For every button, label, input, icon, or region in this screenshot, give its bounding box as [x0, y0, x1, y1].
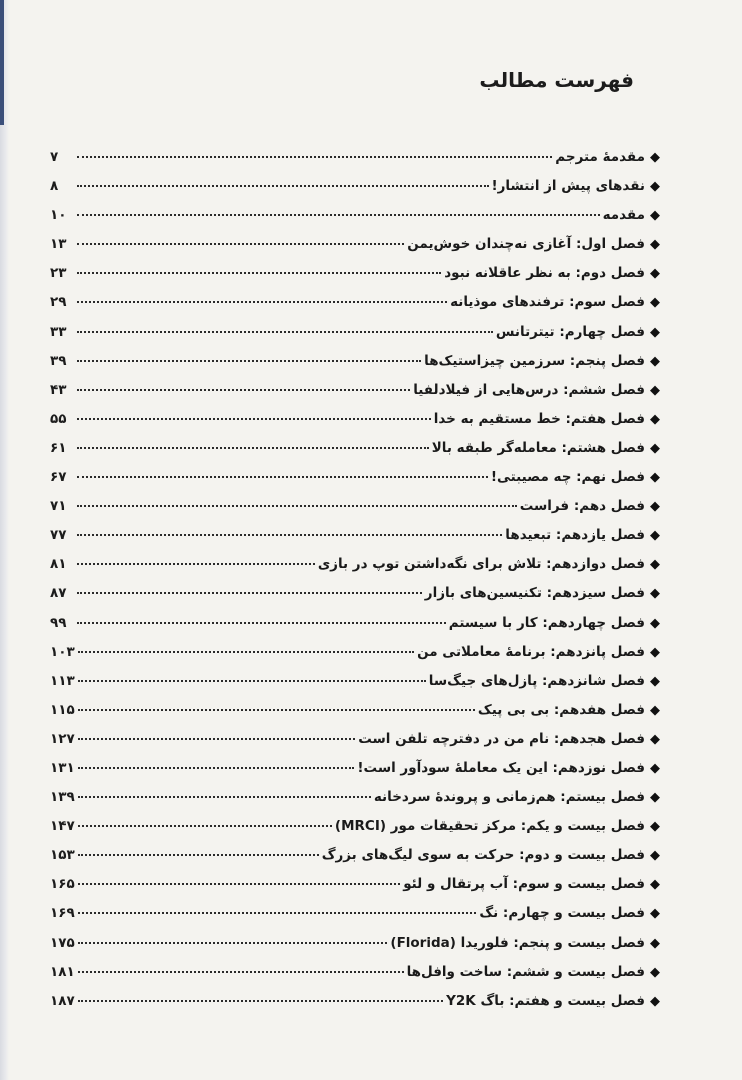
toc-entry [50, 902, 660, 931]
diamond-bullet-icon: ◆ [650, 819, 660, 835]
diamond-bullet-icon: ◆ [650, 790, 660, 806]
dot-leader [77, 418, 431, 420]
toc-entry [50, 815, 660, 844]
toc-entry-label: فصل بیست و سوم: آب پرتقال و لئو [403, 876, 645, 893]
toc-entry [50, 670, 660, 699]
dot-leader [78, 883, 400, 885]
toc-entry-label: فصل بیست و پنجم: فلوریدا (Florida) [390, 934, 645, 951]
diamond-bullet-icon: ◆ [650, 906, 660, 922]
diamond-bullet-icon: ◆ [650, 615, 660, 631]
toc-entry [50, 844, 660, 873]
toc-entry-page: ۱۲۷ [50, 730, 75, 747]
toc-entry-label: نقدهای پیش از انتشار! [491, 178, 645, 195]
dot-leader [78, 709, 475, 711]
toc-entry-page: ۳۹ [50, 352, 67, 369]
toc-entry [50, 990, 660, 1019]
toc-entry [50, 524, 660, 553]
toc-entry-label: فصل ششم: درس‌هایی از فیلادلفیا [413, 381, 645, 398]
diamond-bullet-icon: ◆ [650, 702, 660, 718]
diamond-bullet-icon: ◆ [650, 848, 660, 864]
dot-leader [77, 301, 447, 303]
toc-entry-page: ۱۳۱ [50, 759, 75, 776]
toc-entry-label: فصل بیست و یکم: مرکز تحقیقات مور (MRCI) [334, 818, 645, 835]
toc-entry [50, 350, 660, 379]
toc-entry [50, 466, 660, 495]
toc-entry-label: فصل هفتم: خط مستقیم به خدا [433, 410, 645, 427]
dot-leader [78, 854, 319, 856]
toc-entry [50, 553, 660, 582]
toc-entry-page: ۷ [50, 149, 59, 165]
dot-leader [78, 796, 371, 798]
toc-entry-page: ۲۳ [50, 265, 67, 282]
toc-entry-label: فصل هفدهم: بی بی پیک [477, 701, 645, 718]
toc-entry-label: فصل چهارم: تیترتانس [495, 323, 645, 340]
toc-entry-label: فصل سیزدهم: تکنیسین‌های بازار [424, 585, 645, 602]
dot-leader [77, 592, 422, 594]
toc-entry [50, 408, 660, 437]
toc-entry-page: ۹۹ [50, 614, 67, 631]
toc-entry [50, 146, 660, 175]
toc-entry-page: ۱۵۳ [50, 847, 75, 864]
dot-leader [77, 622, 446, 624]
toc-entry-label: فصل دوم: به نظر عاقلانه نبود [444, 265, 645, 282]
toc-entry-label: فصل هجدهم: نام من در دفترچه تلفن است [358, 730, 645, 747]
dot-leader [78, 912, 477, 914]
diamond-bullet-icon: ◆ [650, 382, 660, 398]
diamond-bullet-icon: ◆ [650, 470, 660, 486]
toc-entry-label: فصل اول: آغازی نه‌چندان خوش‌یمن [407, 236, 645, 253]
toc-entry [50, 961, 660, 990]
toc-title: فهرست مطالب [479, 68, 634, 92]
toc-entry-page: ۱۱۳ [50, 672, 75, 689]
toc-entry-label: فصل هشتم: معامله‌گر طبقه بالا [431, 439, 645, 456]
diamond-bullet-icon: ◆ [650, 586, 660, 602]
dot-leader [77, 331, 493, 333]
toc-entry-label: فصل یازدهم: تبعیدها [505, 527, 645, 544]
diamond-bullet-icon: ◆ [650, 528, 660, 544]
toc-entry [50, 699, 660, 728]
dot-leader [78, 1000, 443, 1002]
toc-entry [50, 291, 660, 320]
toc-entry-label: فصل پنجم: سرزمین چیزاستیک‌ها [424, 352, 645, 369]
dot-leader [77, 505, 517, 507]
toc-entry-page: ۳۳ [50, 323, 67, 340]
dot-leader [77, 389, 410, 391]
diamond-bullet-icon: ◆ [650, 179, 660, 195]
dot-leader [78, 767, 355, 769]
toc-entry-label: فصل چهاردهم: کار با سیستم [448, 614, 645, 631]
diamond-bullet-icon: ◆ [650, 557, 660, 573]
diamond-bullet-icon: ◆ [650, 877, 660, 893]
toc-entry-page: ۱۰۳ [50, 643, 75, 660]
toc-entry-page: ۱۸۱ [50, 963, 75, 980]
toc-entry-label: مقدمهٔ مترجم [555, 149, 645, 165]
diamond-bullet-icon: ◆ [650, 150, 660, 165]
toc-entry-label: مقدمه [602, 207, 645, 224]
diamond-bullet-icon: ◆ [650, 644, 660, 660]
diamond-bullet-icon: ◆ [650, 324, 660, 340]
toc-entry-page: ۷۱ [50, 498, 67, 515]
page-left-edge-shadow [0, 0, 9, 1080]
dot-leader [78, 651, 414, 653]
binding-edge-strip [0, 0, 4, 125]
dot-leader [77, 447, 429, 449]
toc-entry-page: ۸۷ [50, 585, 67, 602]
toc-entry-label: فصل نوزدهم: این یک معاملهٔ سودآور است! [357, 759, 645, 776]
diamond-bullet-icon: ◆ [650, 760, 660, 776]
diamond-bullet-icon: ◆ [650, 411, 660, 427]
toc-entry-page: ۱۷۵ [50, 934, 75, 951]
toc-entry-page: ۱۸۷ [50, 992, 75, 1009]
dot-leader [78, 942, 388, 944]
toc-entry-page: ۶۷ [50, 469, 67, 486]
diamond-bullet-icon: ◆ [650, 353, 660, 369]
dot-leader [77, 214, 600, 216]
toc-entry [50, 233, 660, 262]
toc-entry-page: ۲۹ [50, 294, 67, 311]
toc-entry-label: فصل دهم: فراست [519, 498, 645, 515]
dot-leader [77, 563, 315, 565]
diamond-bullet-icon: ◆ [650, 499, 660, 515]
dot-leader [77, 272, 441, 274]
table-of-contents [50, 146, 660, 1019]
toc-entry [50, 873, 660, 902]
toc-entry [50, 321, 660, 350]
dot-leader [77, 156, 552, 158]
toc-entry [50, 728, 660, 757]
toc-entry-label: فصل دوازدهم: تلاش برای نگه‌داشتن توپ در بازی [317, 556, 645, 573]
toc-entry-label: فصل نهم: چه مصیبتی! [490, 469, 645, 486]
toc-entry-page: ۱۶۵ [50, 876, 75, 893]
dot-leader [77, 185, 489, 187]
dot-leader [78, 971, 404, 973]
toc-entry-label: فصل پانزدهم: برنامهٔ معاملاتی من [417, 643, 645, 660]
toc-entry-page: ۱۳۹ [50, 789, 75, 806]
toc-entry-page: ۸۱ [50, 556, 67, 573]
diamond-bullet-icon: ◆ [650, 993, 660, 1009]
toc-entry [50, 757, 660, 786]
toc-entry-label: فصل بیست و ششم: ساخت وافل‌ها [406, 963, 645, 980]
diamond-bullet-icon: ◆ [650, 237, 660, 253]
dot-leader [78, 825, 332, 827]
diamond-bullet-icon: ◆ [650, 295, 660, 311]
toc-entry-label: فصل بیستم: هم‌زمانی و پروندهٔ سردخانه [373, 789, 645, 806]
toc-entry [50, 786, 660, 815]
toc-entry-label: فصل بیست و دوم: حرکت به سوی لیگ‌های بزرگ [321, 847, 645, 864]
dot-leader [77, 360, 421, 362]
toc-entry-page: ۷۷ [50, 527, 67, 544]
toc-entry-page: ۱۰ [50, 207, 67, 224]
dot-leader [78, 680, 426, 682]
toc-entry-page: ۱۶۹ [50, 905, 75, 922]
dot-leader [77, 243, 404, 245]
toc-entry [50, 437, 660, 466]
toc-entry [50, 262, 660, 291]
diamond-bullet-icon: ◆ [650, 266, 660, 282]
dot-leader [77, 476, 488, 478]
toc-entry [50, 612, 660, 641]
toc-entry-label: فصل بیست و چهارم: نگ [479, 905, 645, 922]
diamond-bullet-icon: ◆ [650, 208, 660, 224]
toc-entry [50, 204, 660, 233]
toc-entry [50, 932, 660, 961]
diamond-bullet-icon: ◆ [650, 935, 660, 951]
diamond-bullet-icon: ◆ [650, 673, 660, 689]
toc-entry-page: ۴۳ [50, 381, 67, 398]
dot-leader [78, 738, 355, 740]
toc-entry-page: ۸ [50, 178, 59, 195]
toc-entry-page: ۶۱ [50, 439, 67, 456]
toc-entry [50, 379, 660, 408]
toc-entry [50, 582, 660, 611]
dot-leader [77, 534, 502, 536]
toc-entry-page: ۱۱۵ [50, 701, 75, 718]
toc-entry-label: فصل شانزدهم: پازل‌های جیگ‌سا [428, 672, 645, 689]
toc-entry-label: فصل بیست و هفتم: باگ Y2K [446, 992, 645, 1009]
toc-entry-page: ۵۵ [50, 410, 67, 427]
toc-entry [50, 495, 660, 524]
diamond-bullet-icon: ◆ [650, 731, 660, 747]
toc-entry-page: ۱۴۷ [50, 818, 75, 835]
diamond-bullet-icon: ◆ [650, 440, 660, 456]
toc-entry [50, 175, 660, 204]
toc-entry-label: فصل سوم: ترفندهای موذیانه [450, 294, 645, 311]
toc-entry-page: ۱۳ [50, 236, 67, 253]
toc-entry [50, 641, 660, 670]
diamond-bullet-icon: ◆ [650, 964, 660, 980]
